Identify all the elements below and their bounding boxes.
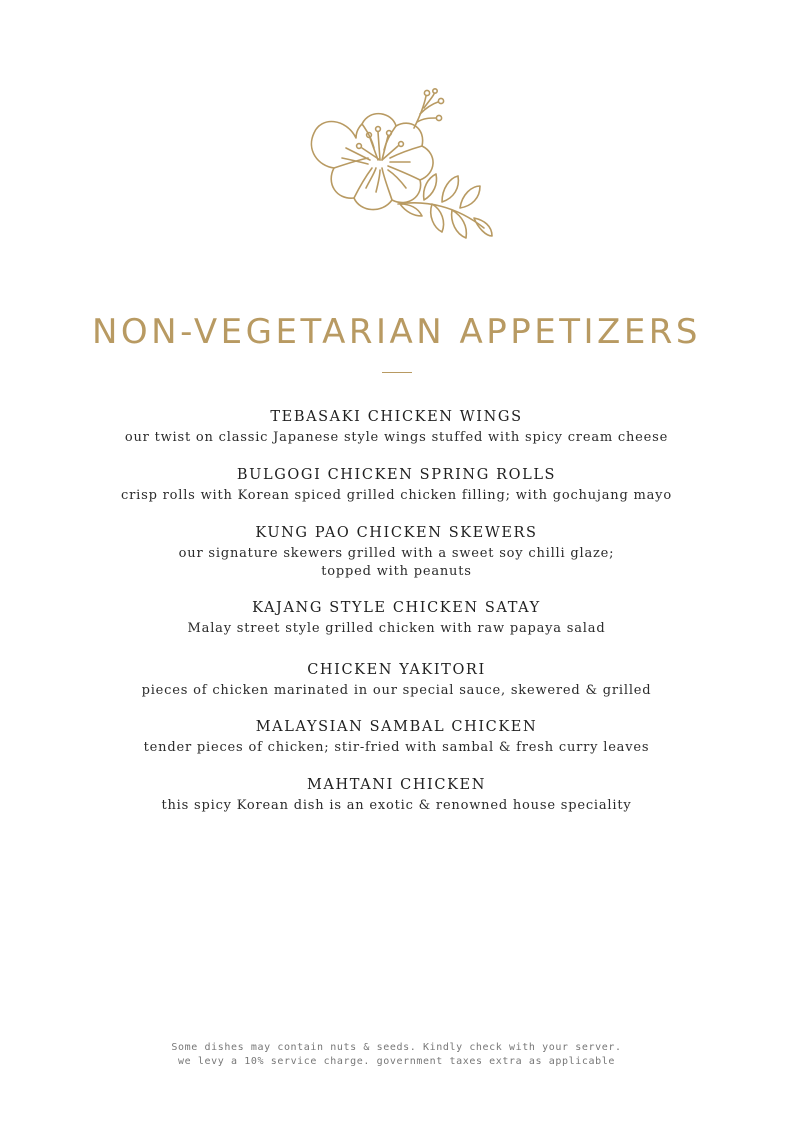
menu-item-description: this spicy Korean dish is an exotic & renowned house speciality — [161, 798, 632, 813]
menu-item-description: pieces of chicken marinated in our special sauce, skewered & grilled — [141, 683, 652, 698]
menu-item — [0, 465, 793, 505]
footer-note — [0, 1041, 793, 1069]
menu-item — [0, 660, 793, 700]
menu-item-description: our signature skewers grilled with a sweet soy chilli glaze; — [178, 546, 615, 561]
footer-allergen-note: Some dishes may contain nuts & seeds. Kindly check with your server. — [171, 1042, 622, 1053]
menu-item-description: crisp rolls with Korean spiced grilled chicken filling; with gochujang mayo — [121, 488, 672, 503]
menu-item — [0, 717, 793, 757]
menu-item-name: MALAYSIAN SAMBAL CHICKEN — [255, 719, 538, 735]
menu-item-name: CHICKEN YAKITORI — [307, 662, 486, 678]
menu-item — [0, 775, 793, 815]
flower-illustration-icon — [296, 88, 496, 240]
footer-service-charge-note: we levy a 10% service charge. government taxes extra as applicable — [178, 1056, 615, 1067]
menu-item-description: Malay street style grilled chicken with raw papaya salad — [187, 621, 606, 636]
menu-item-description: topped with peanuts — [321, 564, 472, 579]
menu-item-description: our twist on classic Japanese style wings stuffed with spicy cream cheese — [124, 430, 669, 445]
menu-item — [0, 523, 793, 581]
page-title: NON-VEGETARIAN APPETIZERS — [91, 312, 702, 352]
menu-item-name: MAHTANI CHICKEN — [306, 777, 486, 793]
menu-item-description: tender pieces of chicken; stir-fried with sambal & fresh curry leaves — [143, 740, 650, 755]
menu-item-name: TEBASAKI CHICKEN WINGS — [270, 409, 523, 425]
menu-item-name: KAJANG STYLE CHICKEN SATAY — [252, 600, 541, 616]
title-divider — [382, 372, 412, 373]
menu-item — [0, 407, 793, 447]
menu-item-name: KUNG PAO CHICKEN SKEWERS — [255, 525, 538, 541]
menu-item-name: BULGOGI CHICKEN SPRING ROLLS — [236, 467, 557, 483]
menu-item — [0, 598, 793, 638]
